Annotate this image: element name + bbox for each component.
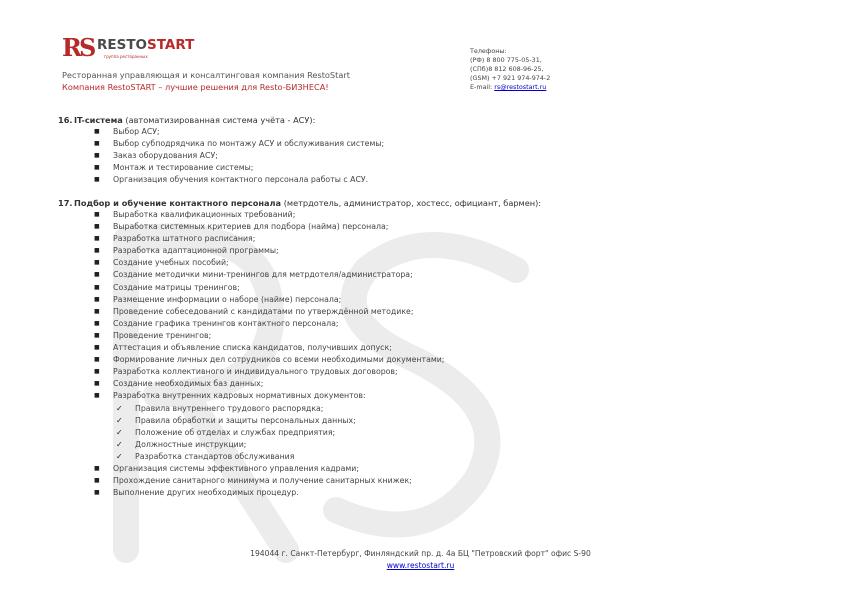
list-item: ■ Прохождение санитарного минимума и получение санитарных книжек; <box>94 475 444 487</box>
contacts-heading: Телефоны: <box>470 47 507 55</box>
company-slogan: Компания RestoSTART – лучшие решения для Resto-БИЗНЕСА! <box>62 82 329 92</box>
bullet-icon: ■ <box>94 307 100 315</box>
list-item: ■ Разработка адаптационной программы; <box>94 245 444 257</box>
list-item: ■ Выполнение других необходимых процедур. <box>94 487 444 499</box>
list-subitem: ✓ Правила обработки и защиты персональных данных; <box>94 415 444 427</box>
bullet-icon: ■ <box>94 176 100 184</box>
restostart-logo[interactable] <box>62 34 222 64</box>
logo-tagline: группа ресторанных <box>104 54 148 59</box>
bullet-icon: ■ <box>94 271 100 279</box>
company-line: Ресторанная управляющая и консалтинговая компания RestoStart <box>62 70 350 80</box>
section-subtitle: (метрдотель, администратор, хостесс, официант, бармен): <box>281 198 542 208</box>
section-16-heading <box>58 114 315 126</box>
list-item: ■ Организация обучения контактного персонала работы с АСУ. <box>94 174 384 186</box>
section-subtitle: (автоматизированная система учёта - АСУ): <box>122 115 316 125</box>
list-item: ■ Формирование личных дел сотрудников со всеми необходимыми документами; <box>94 354 444 366</box>
list-item: ■ Создание графика тренингов контактного персонала; <box>94 318 444 330</box>
bullet-icon: ■ <box>94 223 100 231</box>
list-item: ■ Проведение собеседований с кандидатами по утверждённой методике; <box>94 306 444 318</box>
email-link[interactable]: rs@restostart.ru <box>494 83 547 91</box>
list-subitem: ✓ Разработка стандартов обслуживания <box>94 451 444 463</box>
checkmark-icon: ✓ <box>116 427 123 437</box>
logo-monogram: RS <box>62 33 94 62</box>
list-item: ■ Разработка штатного расписания; <box>94 233 444 245</box>
bullet-icon: ■ <box>94 477 100 485</box>
bullet-icon: ■ <box>94 380 100 388</box>
list-item: ■ Выбор субподрядчика по монтажу АСУ и обслуживания системы; <box>94 138 384 150</box>
list-subitem: ✓ Положение об отделах и службах предприятия; <box>94 427 444 439</box>
list-subitem: ✓ Должностные инструкции; <box>94 439 444 451</box>
list-item: ■ Организация системы эффективного управления кадрами; <box>94 463 444 475</box>
list-item: ■ Выработка системных критериев для подбора (найма) персонала; <box>94 221 444 233</box>
bullet-icon: ■ <box>94 259 100 267</box>
email-line <box>470 83 550 92</box>
bullet-icon: ■ <box>94 235 100 243</box>
section-17-list <box>94 209 444 499</box>
checkmark-icon: ✓ <box>116 439 123 449</box>
footer-address: 194044 г. Санкт-Петербург, Финляндский пр. д. 4а БЦ "Петровский форт" офис S-90 <box>250 549 591 558</box>
section-number: 16. <box>58 115 73 125</box>
list-item: ■ Создание матрицы тренингов; <box>94 282 444 294</box>
bullet-icon: ■ <box>94 140 100 148</box>
page-footer <box>0 548 841 572</box>
email-label: E-mail: <box>470 83 493 91</box>
bullet-icon: ■ <box>94 164 100 172</box>
bullet-icon: ■ <box>94 368 100 376</box>
list-item: ■ Выработка квалификационных требований; <box>94 209 444 221</box>
website-link[interactable]: www.restostart.ru <box>386 561 455 570</box>
checkmark-icon: ✓ <box>116 415 123 425</box>
bullet-icon: ■ <box>94 356 100 364</box>
list-item: ■ Разработка внутренних кадровых нормативных документов: <box>94 390 444 402</box>
section-title: Подбор и обучение контактного персонала <box>74 198 282 208</box>
checkmark-icon: ✓ <box>116 403 123 413</box>
bullet-icon: ■ <box>94 464 100 472</box>
list-item: ■ Проведение тренингов; <box>94 330 444 342</box>
list-item: ■ Создание методички мини-тренингов для метрдотеля/администратора; <box>94 269 444 281</box>
phone-spb: (СПб)8 812 608-96-25, <box>470 65 544 73</box>
bullet-icon: ■ <box>94 392 100 400</box>
bullet-icon: ■ <box>94 319 100 327</box>
company-description <box>62 69 350 93</box>
list-item: ■ Создание необходимых баз данных; <box>94 378 444 390</box>
bullet-icon: ■ <box>94 211 100 218</box>
bullet-icon: ■ <box>94 295 100 303</box>
bullet-icon: ■ <box>94 489 100 497</box>
section-number: 17. <box>58 198 73 208</box>
bullet-icon: ■ <box>94 331 100 339</box>
section-16-list <box>94 126 384 186</box>
checkmark-icon: ✓ <box>116 451 123 461</box>
bullet-icon: ■ <box>94 344 100 352</box>
bullet-icon: ■ <box>94 152 100 160</box>
logo-wordmark: RESTOSTART <box>97 37 195 53</box>
section-17-heading <box>58 197 541 209</box>
phone-gsm: (GSM) +7 921 974-974-2 <box>470 74 551 82</box>
list-item: ■ Заказ оборудования АСУ; <box>94 150 384 162</box>
list-item: ■ Разработка коллективного и индивидуального трудовых договоров; <box>94 366 444 378</box>
section-title: IT-система <box>74 115 123 125</box>
list-subitem: ✓ Правила внутреннего трудового распорядка; <box>94 403 444 415</box>
list-item: ■ Создание учебных пособий; <box>94 257 444 269</box>
bullet-icon: ■ <box>94 283 100 291</box>
contact-block <box>470 47 550 92</box>
bullet-icon: ■ <box>94 128 100 135</box>
list-item: ■ Размещение информации о наборе (найме) персонала; <box>94 294 444 306</box>
bullet-icon: ■ <box>94 247 100 255</box>
list-item: ■ Выбор АСУ; <box>94 126 384 138</box>
phone-rf: (РФ) 8 800 775-05-31, <box>470 56 542 64</box>
list-item: ■ Монтаж и тестирование системы; <box>94 162 384 174</box>
list-item: ■ Аттестация и объявление списка кандидатов, получивших допуск; <box>94 342 444 354</box>
